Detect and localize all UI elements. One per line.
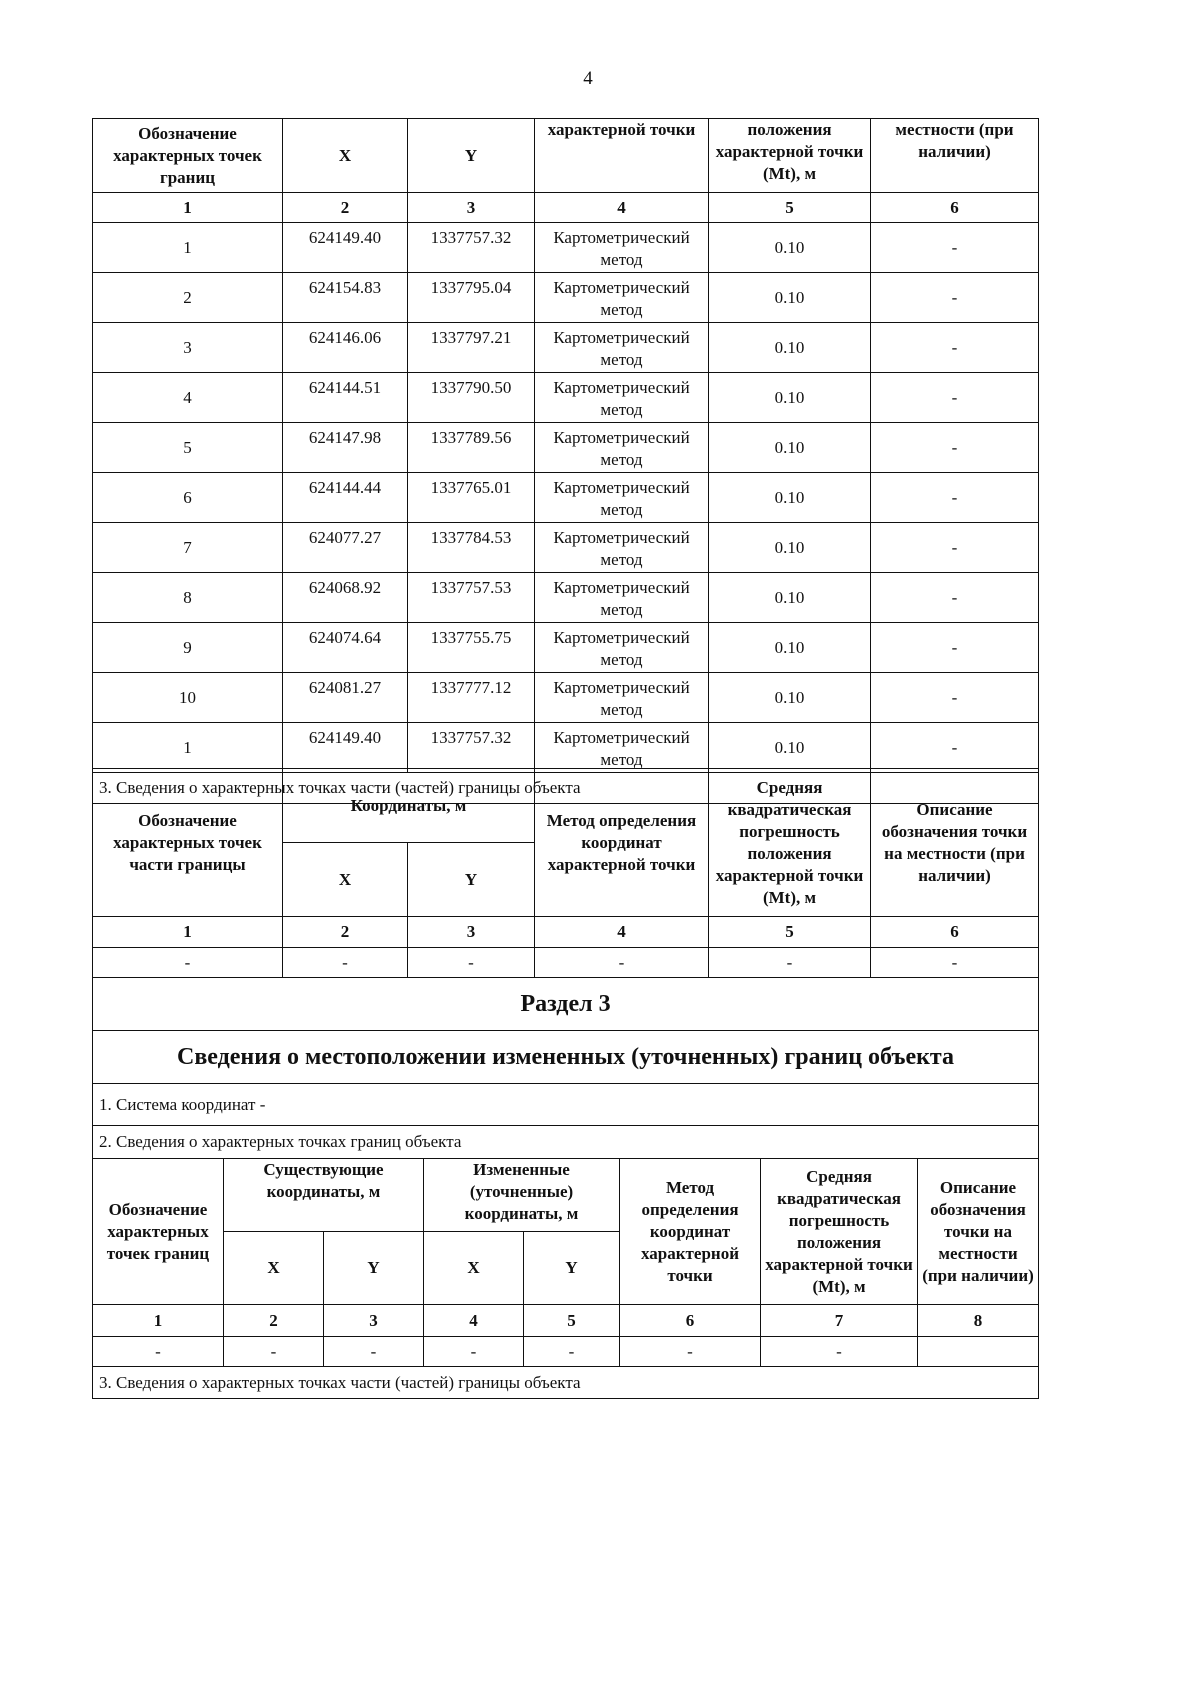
description: -	[871, 273, 1039, 323]
y-coord: 1337797.21	[408, 323, 535, 373]
method: Картометрический метод	[535, 323, 709, 373]
description: -	[871, 323, 1039, 373]
part-points-table	[92, 768, 1039, 1159]
coord-system: 1. Система координат -	[93, 1084, 1039, 1126]
table-cell: -	[524, 1337, 620, 1367]
table-row	[93, 423, 1039, 473]
y-coord: 1337757.32	[408, 223, 535, 273]
method: Картометрический метод	[535, 223, 709, 273]
header-x: X	[283, 119, 408, 193]
header-changed-y: Y	[524, 1232, 620, 1305]
column-number: 1	[93, 917, 283, 948]
header-method: Метод определения координат характерной точки	[620, 1159, 761, 1305]
method: Картометрический метод	[535, 573, 709, 623]
column-number-row	[93, 193, 1039, 223]
point-number: 3	[93, 323, 283, 373]
header-existing-x: X	[224, 1232, 324, 1305]
header-existing: Существующие координаты, м	[224, 1159, 424, 1232]
description: -	[871, 723, 1039, 773]
header-desc: местности (при наличии)	[871, 119, 1039, 193]
column-number: 2	[283, 917, 408, 948]
error: 0.10	[709, 273, 871, 323]
table-cell: -	[620, 1337, 761, 1367]
y-coord: 1337784.53	[408, 523, 535, 573]
section-note: 3. Сведения о характерных точках части (частей) границы объекта	[93, 773, 1039, 804]
header-row	[93, 119, 1039, 193]
x-coord: 624077.27	[283, 523, 408, 573]
x-coord: 624144.51	[283, 373, 408, 423]
description: -	[871, 473, 1039, 523]
error: 0.10	[709, 723, 871, 773]
x-coord: 624074.64	[283, 623, 408, 673]
table-row	[93, 223, 1039, 273]
y-coord: 1337789.56	[408, 423, 535, 473]
x-coord: 624149.40	[283, 723, 408, 773]
points-info: 2. Сведения о характерных точках границ объекта	[93, 1126, 1039, 1159]
column-number: 7	[761, 1305, 918, 1337]
table-row	[93, 1337, 1039, 1367]
description: -	[871, 373, 1039, 423]
column-number: 1	[93, 1305, 224, 1337]
table-row	[93, 723, 1039, 773]
column-number: 2	[224, 1305, 324, 1337]
header-method: характерной точки	[535, 119, 709, 193]
description: -	[871, 223, 1039, 273]
description: -	[871, 573, 1039, 623]
header-coords: Координаты, м	[283, 769, 535, 843]
point-number: 4	[93, 373, 283, 423]
section-title: Раздел 3	[93, 978, 1039, 1031]
method: Картометрический метод	[535, 673, 709, 723]
page-number: 4	[583, 68, 593, 89]
point-number: 10	[93, 673, 283, 723]
header-x: X	[283, 843, 408, 917]
table-row	[93, 473, 1039, 523]
header-changed-x: X	[424, 1232, 524, 1305]
table-row	[93, 623, 1039, 673]
table-row	[93, 273, 1039, 323]
table-row	[93, 323, 1039, 373]
column-number: 4	[535, 917, 709, 948]
point-number: 8	[93, 573, 283, 623]
table-cell: -	[535, 948, 709, 978]
method: Картометрический метод	[535, 373, 709, 423]
header-y: Y	[408, 843, 535, 917]
column-number: 5	[709, 917, 871, 948]
column-number: 4	[424, 1305, 524, 1337]
point-number: 7	[93, 523, 283, 573]
table-row	[93, 523, 1039, 573]
table-cell: -	[871, 948, 1039, 978]
error: 0.10	[709, 673, 871, 723]
header-point: Обозначение характерных точек границ	[93, 119, 283, 193]
y-coord: 1337795.04	[408, 273, 535, 323]
column-number-row	[93, 917, 1039, 948]
header-error: Средняя квадратическая погрешность положения характерной точки (Mt), м	[709, 769, 871, 917]
point-number: 9	[93, 623, 283, 673]
description: -	[871, 673, 1039, 723]
changed-points-table	[92, 1158, 1039, 1399]
header-error: Средняя квадратическая погрешность положения характерной точки (Mt), м	[761, 1159, 918, 1305]
x-coord: 624149.40	[283, 223, 408, 273]
table-cell: -	[709, 948, 871, 978]
y-coord: 1337765.01	[408, 473, 535, 523]
point-number: 5	[93, 423, 283, 473]
x-coord: 624146.06	[283, 323, 408, 373]
header-changed: Измененные (уточненные) координаты, м	[424, 1159, 620, 1232]
table-cell: -	[324, 1337, 424, 1367]
column-number: 2	[283, 193, 408, 223]
method: Картометрический метод	[535, 273, 709, 323]
header-existing-y: Y	[324, 1232, 424, 1305]
header-desc: Описание обозначения точки на местности (при наличии)	[918, 1159, 1039, 1305]
method: Картометрический метод	[535, 423, 709, 473]
table-cell: -	[761, 1337, 918, 1367]
description: -	[871, 423, 1039, 473]
table-cell: -	[408, 948, 535, 978]
column-number: 3	[408, 917, 535, 948]
header-point: Обозначение характерных точек границ	[93, 1159, 224, 1305]
table-row	[93, 573, 1039, 623]
column-number: 6	[871, 917, 1039, 948]
header-y: Y	[408, 119, 535, 193]
point-number: 2	[93, 273, 283, 323]
header-error: положения характерной точки (Mt), м	[709, 119, 871, 193]
point-number: 1	[93, 223, 283, 273]
section-note: 3. Сведения о характерных точках части (частей) границы объекта	[93, 1367, 1039, 1399]
method: Картометрический метод	[535, 623, 709, 673]
y-coord: 1337790.50	[408, 373, 535, 423]
description: -	[871, 523, 1039, 573]
error: 0.10	[709, 523, 871, 573]
y-coord: 1337757.53	[408, 573, 535, 623]
column-number: 6	[620, 1305, 761, 1337]
point-number: 6	[93, 473, 283, 523]
column-number: 8	[918, 1305, 1039, 1337]
table-cell: -	[224, 1337, 324, 1367]
table-row	[93, 673, 1039, 723]
error: 0.10	[709, 473, 871, 523]
x-coord: 624147.98	[283, 423, 408, 473]
y-coord: 1337757.32	[408, 723, 535, 773]
table-cell: -	[283, 948, 408, 978]
header-desc: Описание обозначения точки на местности (при наличии)	[871, 769, 1039, 917]
table-cell: -	[93, 948, 283, 978]
x-coord: 624068.92	[283, 573, 408, 623]
error: 0.10	[709, 423, 871, 473]
column-number: 5	[709, 193, 871, 223]
points-table	[92, 118, 1039, 804]
point-number: 1	[93, 723, 283, 773]
method: Картометрический метод	[535, 723, 709, 773]
y-coord: 1337777.12	[408, 673, 535, 723]
column-number: 5	[524, 1305, 620, 1337]
table-row	[93, 373, 1039, 423]
column-number: 3	[408, 193, 535, 223]
column-number-row	[93, 1305, 1039, 1337]
description: -	[871, 623, 1039, 673]
table-cell: -	[424, 1337, 524, 1367]
section-subtitle: Сведения о местоположении измененных (уточненных) границ объекта	[93, 1031, 1039, 1084]
x-coord: 624144.44	[283, 473, 408, 523]
table-cell	[918, 1337, 1039, 1367]
error: 0.10	[709, 623, 871, 673]
x-coord: 624154.83	[283, 273, 408, 323]
table-cell: -	[93, 1337, 224, 1367]
table-row	[93, 948, 1039, 978]
y-coord: 1337755.75	[408, 623, 535, 673]
x-coord: 624081.27	[283, 673, 408, 723]
column-number: 1	[93, 193, 283, 223]
method: Картометрический метод	[535, 473, 709, 523]
header-method: Метод определения координат характерной точки	[535, 769, 709, 917]
error: 0.10	[709, 573, 871, 623]
error: 0.10	[709, 373, 871, 423]
column-number: 4	[535, 193, 709, 223]
header-point: Обозначение характерных точек части границы	[93, 769, 283, 917]
method: Картометрический метод	[535, 523, 709, 573]
error: 0.10	[709, 223, 871, 273]
column-number: 6	[871, 193, 1039, 223]
error: 0.10	[709, 323, 871, 373]
column-number: 3	[324, 1305, 424, 1337]
